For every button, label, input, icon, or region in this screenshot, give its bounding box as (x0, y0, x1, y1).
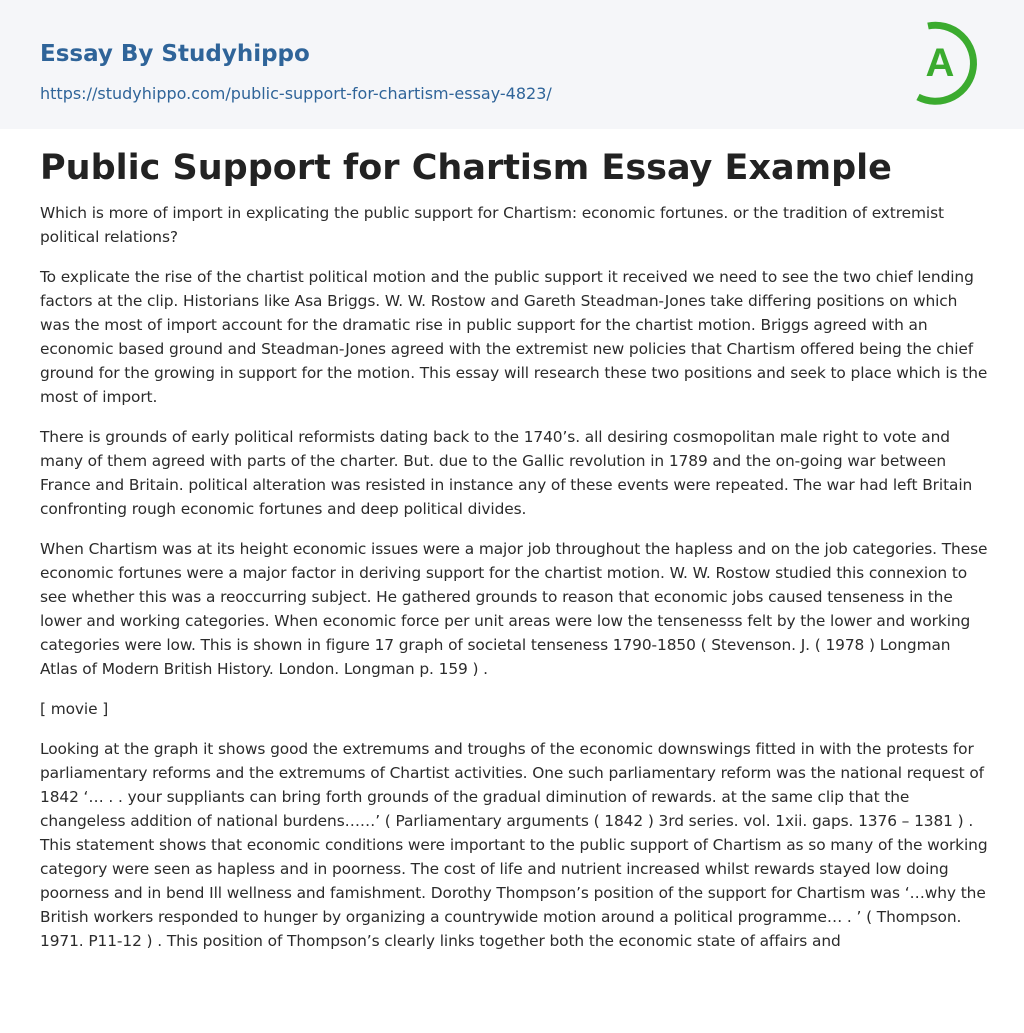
paragraph-3: There is grounds of early political reformists dating back to the 1740’s. all desiring cosmopolitan male right to vote and many of them agreed with parts of the charter. But. due to the Gallic revolution in 1789 and the on-going war between France and Britain. political alteration was resisted in instance any of these events were repeated. The war had left Britain confronting rough economic fortunes and deep political divides. (40, 428, 973, 518)
studyhippo-a-logo-icon[interactable] (896, 18, 986, 108)
site-brand-link[interactable]: Essay By Studyhippo (40, 41, 310, 67)
essay-url-link[interactable]: https://studyhippo.com/public-support-for-chartism-essay-4823/ (40, 84, 552, 103)
paragraph-1: Which is more of import in explicating the public support for Chartism: economic fortunes. or the tradition of extremist political relations? (40, 204, 944, 246)
paragraph-2: To explicate the rise of the chartist political motion and the public support it received we need to see the two chief lending factors at the clip. Historians like Asa Briggs. W. W. Rostow and Gareth Steadman-Jones take differing positions on which was the most of import account for the dramatic rise in public support for the chartist motion. Briggs agreed with an economic based ground and Steadman-Jones agreed with the extremist new policies that Chartism offered being the chief ground for the growing in support for the motion. This essay will research these two positions and seek to place which is the most of import. (40, 268, 988, 406)
paragraph-6: Looking at the graph it shows good the extremums and troughs of the economic downswings fitted in with the protests for parliamentary reforms and the extremums of Chartist activities. One such parliamentary reform was the national request of 1842 ‘… . . your suppliants can bring forth grounds of the gradual diminution of rewards. at the same clip that the changeless addition of national burdens……’ ( Parliamentary arguments ( 1842 ) 3rd series. vol. 1xii. gaps. 1376 – 1381 ) . This statement shows that economic conditions were important to the public support of Chartism as so many of the working category were seen as hapless and in poorness. The cost of life and nutrient increased whilst rewards stayed low doing poorness and in bend Ill wellness and famishment. Dorothy Thompson’s position of the support for Chartism was ‘…why the British workers responded to hunger by organizing a countrywide motion around a political programme… . ’ ( Thompson. 1971. P11-12 ) . This position of Thompson’s clearly links together both the economic state of affairs and (40, 740, 988, 950)
page-title: Public Support for Chartism Essay Example (40, 148, 892, 188)
site-header (0, 0, 1024, 129)
article-content (40, 148, 988, 969)
paragraph-4: When Chartism was at its height economic issues were a major job throughout the hapless and on the job categories. These economic fortunes were a major factor in deriving support for the chartist motion. W. W. Rostow studied this connexion to see whether this was a reoccurring subject. He gathered grounds to reason that economic jobs caused tenseness in the lower and working categories. When economic force per unit areas were low the tensenesss felt by the lower and working categories were low. This is shown in figure 17 graph of societal tenseness 1790-1850 ( Stevenson. J. ( 1978 ) Longman Atlas of Modern British History. London. Longman p. 159 ) . (40, 540, 988, 678)
logo-letter: A (925, 41, 955, 85)
paragraph-5-figure-placeholder: [ movie ] (40, 700, 109, 718)
